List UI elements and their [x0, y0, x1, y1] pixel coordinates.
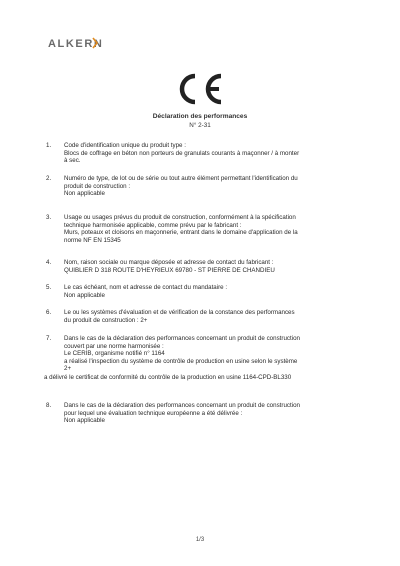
item-number: 6. [46, 309, 52, 316]
item-line: Blocs de coffrage en béton non porteurs de granulats courants à maçonner / à monter [64, 149, 300, 157]
item-number: 8. [46, 402, 52, 409]
item-line: Le ou les systèmes d'évaluation et de vérification de la constance des performances [64, 309, 295, 316]
item-line: Le CERIB, organisme notifié n° 1164 [64, 350, 165, 358]
item-body [64, 335, 376, 373]
item-body [64, 309, 376, 324]
item-line: Le cas échéant, nom et adresse de contact du mandataire : [64, 284, 228, 291]
item-line: Dans le cas de la déclaration des performances concernant un produit de construction [64, 335, 300, 342]
item-line: Code d'identification unique du produit type : [64, 142, 186, 149]
item-body [64, 284, 376, 299]
item-number: 5. [46, 284, 52, 291]
item-line: Numéro de type, de lot ou de série ou tout autre élément permettant l'identification du [64, 175, 298, 182]
brand-name: ALKERN [48, 38, 104, 49]
item-line: Non applicable [64, 291, 105, 299]
item-line: technique harmonisée applicable, comme prévu par le fabricant : [64, 221, 242, 229]
item-line: norme NF EN 15345 [64, 236, 121, 244]
item-number: 2. [46, 175, 52, 182]
item-line: couvert par une norme harmonisée : [64, 342, 164, 350]
item-line: pour lequel une évaluation technique européenne a été délivrée : [64, 409, 243, 417]
ce-mark-icon [174, 72, 226, 111]
certificate-line: a délivré le certificat de conformité du contrôle de la production en usine 1164-CPD-BL330 [44, 374, 292, 381]
item-line: à sec. [64, 157, 81, 165]
item-line: produit de construction : [64, 182, 131, 190]
item-line: Non applicable [64, 190, 105, 198]
item-body [64, 259, 376, 274]
item-line: du produit de construction : 2+ [64, 316, 148, 324]
item-body [64, 175, 376, 198]
item-line: Usage ou usages prévus du produit de construction, conformément à la spécification [64, 214, 296, 221]
item-number: 3. [46, 214, 52, 221]
item-number: 7. [46, 335, 52, 342]
brand-logo [48, 37, 118, 49]
item-line: a réalisé l'inspection du système de contrôle de production en usine selon le système [64, 357, 298, 365]
document-title: Déclaration des performances [152, 113, 248, 120]
item-number: 1. [46, 142, 52, 149]
item-line: Dans le cas de la déclaration des performances concernant un produit de construction [64, 402, 300, 409]
item-line: 2+ [64, 365, 72, 373]
page-number: 1/3 [195, 537, 205, 543]
item-line: Non applicable [64, 417, 105, 425]
item-body [64, 214, 376, 244]
item-number: 4. [46, 259, 52, 266]
item-line: Nom, raison sociale ou marque déposée et adresse de contact du fabricant : [64, 259, 274, 266]
item-line: Murs, poteaux et cloisons en maçonnerie, entrant dans le domaine d'application de la [64, 229, 298, 237]
item-line: QUIBLIER D 318 ROUTE D'HEYRIEUX 69780 - ST PIERRE DE CHANDIEU [64, 266, 275, 274]
document-number: N° 2-31 [189, 122, 211, 129]
alkern-logo-icon [48, 37, 118, 49]
item-body [64, 402, 376, 425]
item-body [64, 142, 376, 165]
